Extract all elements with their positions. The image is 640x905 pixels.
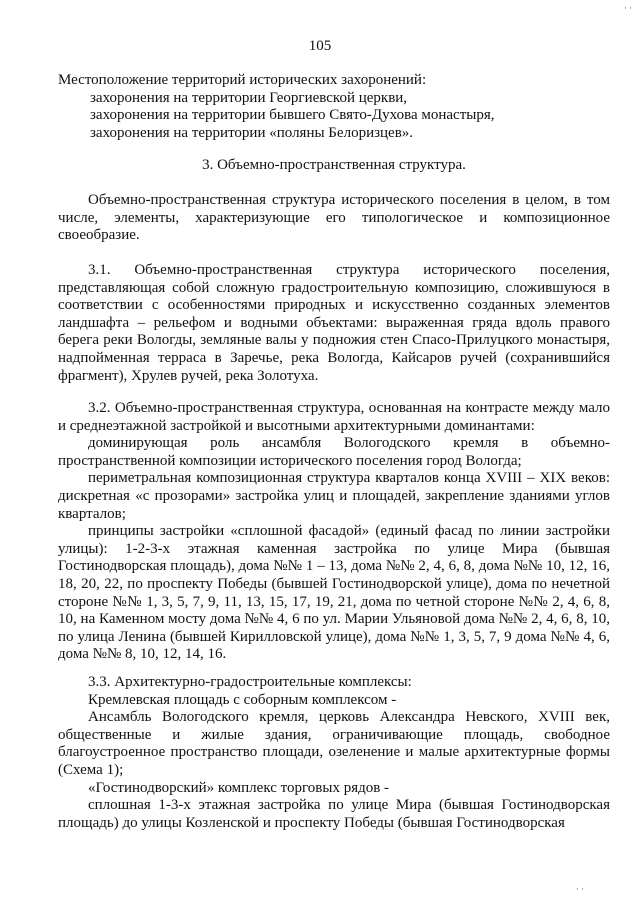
corner-mark-top: · ·	[623, 3, 632, 13]
p32-principles: принципы застройки «сплошной фасадой» (единый фасад по линии застройки улицы): 1-2-3-х этажная каменная застройка по улице Мира (бывшая Гостинодворская площадь), дома №№ 1 – 13, дома №№ 2, 4, 6, 8, дома №№ 10, 12, 16, 18, 20, 22, по проспекту Победы (бывшей Гостинодворской улице), дома по нечетной стороне №№ 1, 3, 5, 7, 9, 11, 13, 15, 17, 19, 21, дома по четной стороне №№ 2, 4, 6, 8, 10, на Каменном мосту дома №№ 4, 6 по ул. Марии Ульяновой дома №№ 2, 4, 6, 8, 10, по улица Ленина (бывшей Кирилловской улице), дома №№ 1, 3, 5, 7, 9 дома №№ 4, 6, дома №№ 8, 10, 12, 14, 16.	[58, 523, 610, 663]
page-number: 105	[308, 38, 332, 54]
p32-perimeter: периметральная композиционная структура кварталов конца XVIII – XIX веков: дискретная «с прозорами» застройка улиц и площадей, закрепление зданиями углов кварталов;	[58, 470, 610, 522]
paragraph-3-3	[58, 674, 610, 832]
paragraph-3-2	[58, 400, 610, 664]
p33-gostiny: «Гостинодворский» комплекс торговых рядов -	[88, 779, 390, 796]
p33-continuous: сплошная 1-3-х этажная застройка по улице Мира (бывшая Гостинодворская площадь) до улицы Козленской и проспекту Победы (бывшая Гостинодворская	[58, 797, 610, 831]
p33-ensemble: Ансамбль Вологодского кремля, церковь Александра Невского, XVIII век, общественные и жилые здания, ограничивающие площадь, свободное благоустроенное пространство площади, озеленение и малые архитектурные формы (Схема 1);	[58, 709, 610, 778]
section-3-intro: Объемно-пространственная структура исторического поселения в целом, в том числе, элементы, характеризующие его типологическое и композиционное своеобразие.	[58, 192, 610, 244]
section-3-title: 3. Объемно-пространственная структура.	[202, 157, 466, 173]
corner-mark-bottom: · ·	[575, 884, 584, 895]
location-item: захоронения на территории «поляны Белоризцев».	[90, 124, 414, 141]
p32-dominant: доминирующая роль ансамбля Вологодского кремля в объемно-пространственной композиции исторического поселения город Вологда;	[58, 435, 610, 469]
location-item: захоронения на территории Георгиевской церкви,	[90, 89, 408, 106]
p33-title: 3.3. Архитектурно-градостроительные комплексы:	[88, 674, 412, 690]
paragraph-3-1: 3.1. Объемно-пространственная структура исторического поселения, представляющая собой сложную градостроительную композицию, сложившуюся в соответствии с особенностями природных и искусственно созданных элементов ландшафта – рельефом и водными объектами: выраженная гряда вдоль правого берега реки Вологды, земляные валы у подножия стен Спасо-Прилуцкого монастыря, надпойменная терраса в Заречье, река Вологда, Кайсаров ручей (сохранившийся фрагмент), Хрулев ручей, река Золотуха.	[58, 262, 610, 384]
p32-lead: 3.2. Объемно-пространственная структура, основанная на контрасте между мало и среднеэтажной застройкой и высотными архитектурными доминантами:	[58, 400, 610, 434]
p33-kremlin-square: Кремлевская площадь с соборным комплексом -	[88, 691, 397, 708]
location-item: захоронения на территории бывшего Свято-Духова монастыря,	[90, 107, 495, 124]
location-heading: Местоположение территорий исторических захоронений:	[58, 72, 427, 88]
location-block	[58, 72, 610, 142]
